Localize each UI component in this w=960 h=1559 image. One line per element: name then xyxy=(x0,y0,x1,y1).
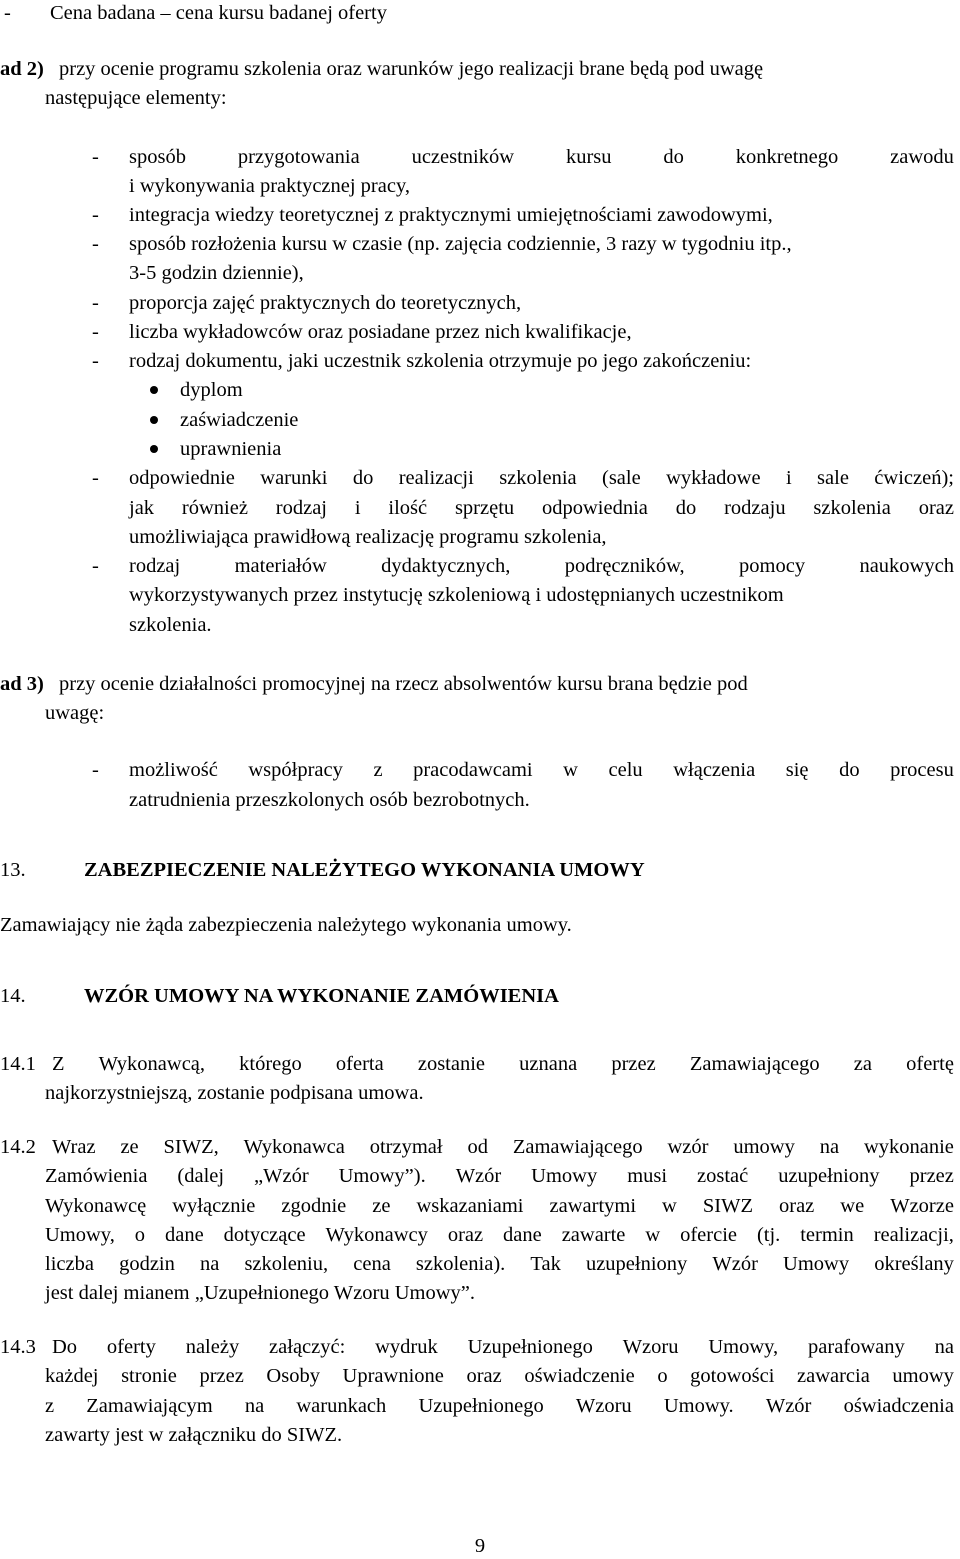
word: wykładowe xyxy=(666,467,761,489)
word: uznana xyxy=(519,1053,578,1075)
word: Wzór xyxy=(712,1253,758,1275)
list-dash: - xyxy=(92,292,99,314)
para-14-1-line2: najkorzystniejszą, zostanie podpisana umowa. xyxy=(45,1082,424,1104)
ad2-item8-line1 xyxy=(129,556,954,577)
word: o xyxy=(657,1365,668,1387)
word: parafowany xyxy=(808,1336,905,1358)
para-14-2-line4 xyxy=(45,1225,954,1246)
word: Zamówienia xyxy=(45,1165,148,1187)
word: jak xyxy=(129,497,155,519)
section13-number: 13. xyxy=(0,859,26,881)
word: ćwiczeń); xyxy=(874,467,954,489)
word: Umowy. xyxy=(663,1395,734,1417)
para-14-3-line4: zawarty jest w załączniku do SIWZ. xyxy=(45,1424,343,1446)
word: uczestników xyxy=(411,146,515,168)
word: przez xyxy=(909,1165,954,1187)
word: wyłącznie xyxy=(172,1195,256,1217)
ad2-item7-line2 xyxy=(129,498,954,519)
word: przygotowania xyxy=(237,146,360,168)
word: uzupełniony xyxy=(585,1253,688,1275)
word: warunki xyxy=(260,467,328,489)
word: uzupełniony xyxy=(778,1165,880,1187)
word: wydruk xyxy=(375,1336,438,1358)
para-14-1-line1 xyxy=(52,1054,954,1075)
section14-title: WZÓR UMOWY NA WYKONANIE ZAMÓWIENIA xyxy=(84,985,559,1007)
word: Tak xyxy=(530,1253,561,1275)
word: zawodu xyxy=(890,146,954,168)
section13-body: Zamawiający nie żąda zabezpieczenia należytego wykonania umowy. xyxy=(0,914,572,936)
section13-title: ZABEZPIECZENIE NALEŻYTEGO WYKONANIA UMOWY xyxy=(84,859,645,881)
word: zawarcia xyxy=(797,1365,870,1387)
word: Umowy xyxy=(531,1165,598,1187)
word: Umowy, xyxy=(45,1224,115,1246)
ad2-item2-line1: integracja wiedzy teoretycznej z praktycznymi umiejętnościami zawodowymi, xyxy=(129,204,773,226)
word: Umowy”). xyxy=(338,1165,426,1187)
para-14-2-line6: jest dalej mianem „Uzupełnionego Wzoru Umowy”. xyxy=(45,1282,475,1304)
word: gotowości xyxy=(690,1365,775,1387)
word: określany xyxy=(874,1253,954,1275)
word: do xyxy=(663,146,684,168)
list-dash: - xyxy=(92,204,99,226)
word: rodzaju xyxy=(724,497,786,519)
word: Zamawiającego xyxy=(512,1136,643,1158)
word: oraz xyxy=(918,497,954,519)
list-dash: - xyxy=(4,2,11,24)
word: do xyxy=(675,497,697,519)
word: realizacji xyxy=(398,467,474,489)
word: umowy xyxy=(733,1136,795,1158)
word: zawarte xyxy=(561,1224,626,1246)
para-14-3-line2 xyxy=(45,1366,954,1387)
word: odpowiednia xyxy=(542,497,648,519)
ad2-intro-line2: następujące elementy: xyxy=(45,87,227,109)
ad2-item4-line1: proporcja zajęć praktycznych do teoretycznych, xyxy=(129,292,522,314)
para-14-1-number: 14.1 xyxy=(0,1053,36,1075)
word: i xyxy=(785,467,792,489)
word: Wzorze xyxy=(890,1195,954,1217)
bullet-dot xyxy=(150,386,158,394)
list-dash: - xyxy=(92,555,99,577)
ad2-item6-line1: rodzaj dokumentu, jaki uczestnik szkolenia otrzymuje po jego zakończeniu: xyxy=(129,350,752,372)
para-14-3-line1 xyxy=(52,1337,954,1358)
word: Wzoru xyxy=(575,1395,632,1417)
word: warunkach xyxy=(296,1395,387,1417)
word: na xyxy=(244,1395,265,1417)
word: ze xyxy=(120,1136,139,1158)
word: materiałów xyxy=(234,555,327,577)
ad3-intro-line1: przy ocenie działalności promocyjnej na rzecz absolwentów kursu brana będzie pod xyxy=(59,673,748,695)
bullet-dyplom: dyplom xyxy=(180,379,243,401)
ad2-intro-line1: przy ocenie programu szkolenia oraz warunków jego realizacji brane będą pod uwagę xyxy=(59,58,764,80)
ad2-label: ad 2) xyxy=(0,58,44,80)
word: w xyxy=(645,1224,661,1246)
word: dydaktycznych, xyxy=(381,555,511,577)
list-dash: - xyxy=(92,146,99,168)
list-dash: - xyxy=(92,467,99,489)
word: oświadczenie xyxy=(524,1365,635,1387)
word: ze xyxy=(372,1195,391,1217)
word: Uzupełnionego xyxy=(467,1336,593,1358)
word: oraz xyxy=(466,1365,502,1387)
ad2-item3-line2: 3-5 godzin dziennie), xyxy=(129,262,304,284)
list-dash: - xyxy=(92,350,99,372)
word: w xyxy=(662,1195,677,1217)
word: oraz xyxy=(447,1224,484,1246)
word: Zamawiającego xyxy=(689,1053,820,1075)
word: Do xyxy=(52,1336,78,1358)
word: przez xyxy=(199,1365,244,1387)
list-dash: - xyxy=(92,321,99,343)
bullet-uprawnienia: uprawnienia xyxy=(180,438,282,460)
word: kursu xyxy=(565,146,612,168)
ad2-item8-line3: szkolenia. xyxy=(129,614,212,636)
word: Z xyxy=(52,1053,65,1075)
page-number: 9 xyxy=(474,1535,486,1557)
word: z xyxy=(373,759,383,781)
word: termin xyxy=(800,1224,854,1246)
bullet-zaswiadczenie: zaświadczenie xyxy=(180,409,299,431)
word: umowy xyxy=(892,1365,954,1387)
word: szkolenia xyxy=(499,467,577,489)
word: i xyxy=(354,497,361,519)
word: Wraz xyxy=(52,1136,96,1158)
ad3-intro-line2: uwagę: xyxy=(45,702,105,724)
word: ofercie xyxy=(680,1224,738,1246)
word: na xyxy=(199,1253,220,1275)
word: (dalej xyxy=(177,1165,225,1187)
word: ilość xyxy=(388,497,428,519)
word: liczba xyxy=(45,1253,94,1275)
word: Wykonawcę xyxy=(45,1195,147,1217)
para-14-2-number: 14.2 xyxy=(0,1136,36,1158)
ad2-item3-line1: sposób rozłożenia kursu w czasie (np. zajęcia codziennie, 3 razy w tygodniu itp., xyxy=(129,233,792,255)
ad3-label: ad 3) xyxy=(0,673,44,695)
word: od xyxy=(467,1136,488,1158)
word: zawartymi xyxy=(549,1195,637,1217)
word: którego xyxy=(239,1053,302,1075)
ad3-item-line2: zatrudnienia przeszkolonych osób bezrobotnych. xyxy=(129,789,530,811)
word: konkretnego xyxy=(735,146,839,168)
para-14-2-line2 xyxy=(45,1166,954,1187)
word: zostanie xyxy=(417,1053,486,1075)
word: sprzętu xyxy=(454,497,515,519)
ad2-item7-line1 xyxy=(129,468,954,489)
word: na xyxy=(819,1136,840,1158)
word: SIWZ, xyxy=(163,1136,219,1158)
word: włączenia xyxy=(673,759,756,781)
word: wzór xyxy=(667,1136,709,1158)
word: Wzór xyxy=(455,1165,502,1187)
list-dash: - xyxy=(92,233,99,255)
word: możliwość xyxy=(129,759,218,781)
word: szkoleniu, xyxy=(244,1253,329,1275)
word: sale xyxy=(817,467,849,489)
word: Wzoru xyxy=(622,1336,679,1358)
ad3-item-line1 xyxy=(129,760,954,781)
word: odpowiednie xyxy=(129,467,235,489)
word: sposób xyxy=(129,146,186,168)
word: celu xyxy=(608,759,643,781)
word: procesu xyxy=(890,759,954,781)
word: naukowych xyxy=(859,555,954,577)
word: Wykonawca xyxy=(243,1136,345,1158)
word: „Wzór xyxy=(254,1165,309,1187)
word: dane xyxy=(503,1224,542,1246)
word: rodzaj xyxy=(275,497,327,519)
bullet-dot xyxy=(150,445,158,453)
word: wskazaniami xyxy=(416,1195,524,1217)
word: godzin xyxy=(119,1253,175,1275)
word: pomocy xyxy=(739,555,806,577)
word: szkolenia). xyxy=(415,1253,506,1275)
word: podręczników, xyxy=(564,555,685,577)
para-14-2-line1 xyxy=(52,1137,954,1158)
word: rodzaj xyxy=(129,555,181,577)
word: każdej xyxy=(45,1365,99,1387)
word: Uprawnione xyxy=(342,1365,444,1387)
word: oferta xyxy=(335,1053,384,1075)
word: oraz xyxy=(779,1195,815,1217)
word: oferty xyxy=(106,1336,156,1358)
bullet-dot xyxy=(150,416,158,424)
word: o xyxy=(134,1224,146,1246)
word: SIWZ xyxy=(702,1195,753,1217)
word: Wzór xyxy=(765,1395,812,1417)
word: wykonanie xyxy=(863,1136,954,1158)
para-14-3-line3 xyxy=(45,1396,954,1417)
word: zostać xyxy=(697,1165,749,1187)
word: ofertę xyxy=(906,1053,954,1075)
word: z xyxy=(45,1395,55,1417)
word: stronie xyxy=(121,1365,177,1387)
word: na xyxy=(934,1336,954,1358)
word: załączyć: xyxy=(269,1336,346,1358)
word: dane xyxy=(164,1224,204,1246)
word: otrzymał xyxy=(369,1136,443,1158)
word: Uzupełnionego xyxy=(418,1395,544,1417)
word: (tj. xyxy=(756,1224,781,1246)
word: szkolenia xyxy=(813,497,891,519)
word: do xyxy=(839,759,860,781)
word: cena xyxy=(353,1253,391,1275)
word: zgodnie xyxy=(281,1195,347,1217)
section14-number: 14. xyxy=(0,985,26,1007)
word: Umowy, xyxy=(708,1336,779,1358)
top-line-text: Cena badana – cena kursu badanej oferty xyxy=(50,2,387,24)
para-14-3-number: 14.3 xyxy=(0,1336,36,1358)
para-14-2-line3 xyxy=(45,1196,954,1217)
ad2-item1-line1 xyxy=(129,147,954,168)
word: Osoby xyxy=(266,1365,320,1387)
word: pracodawcami xyxy=(413,759,533,781)
list-dash: - xyxy=(92,759,99,781)
word: należy xyxy=(185,1336,240,1358)
para-14-2-line5 xyxy=(45,1254,954,1275)
word: do xyxy=(352,467,374,489)
word: za xyxy=(853,1053,872,1075)
word: we xyxy=(840,1195,865,1217)
word: Wykonawcy xyxy=(325,1224,428,1246)
word: Umowy xyxy=(783,1253,850,1275)
word: musi xyxy=(627,1165,668,1187)
word: Zamawiającym xyxy=(86,1395,213,1417)
word: Wykonawcą, xyxy=(98,1053,206,1075)
ad2-item8-line2: wykorzystywanych przez instytucję szkoleniową i udostępnianych uczestnikom xyxy=(129,584,784,606)
ad2-item7-line3: umożliwiająca prawidłową realizację programu szkolenia, xyxy=(129,526,607,548)
word: się xyxy=(785,759,809,781)
word: dotyczące xyxy=(223,1224,306,1246)
ad2-item1-line2: i wykonywania praktycznej pracy, xyxy=(129,175,411,197)
word: również xyxy=(181,497,248,519)
word: w xyxy=(563,759,578,781)
word: oświadczenia xyxy=(843,1395,954,1417)
word: realizacji, xyxy=(873,1224,954,1246)
word: (sale xyxy=(602,467,641,489)
word: przez xyxy=(611,1053,656,1075)
ad2-item5-line1: liczba wykładowców oraz posiadane przez nich kwalifikacje, xyxy=(129,321,632,343)
word: współpracy xyxy=(248,759,343,781)
